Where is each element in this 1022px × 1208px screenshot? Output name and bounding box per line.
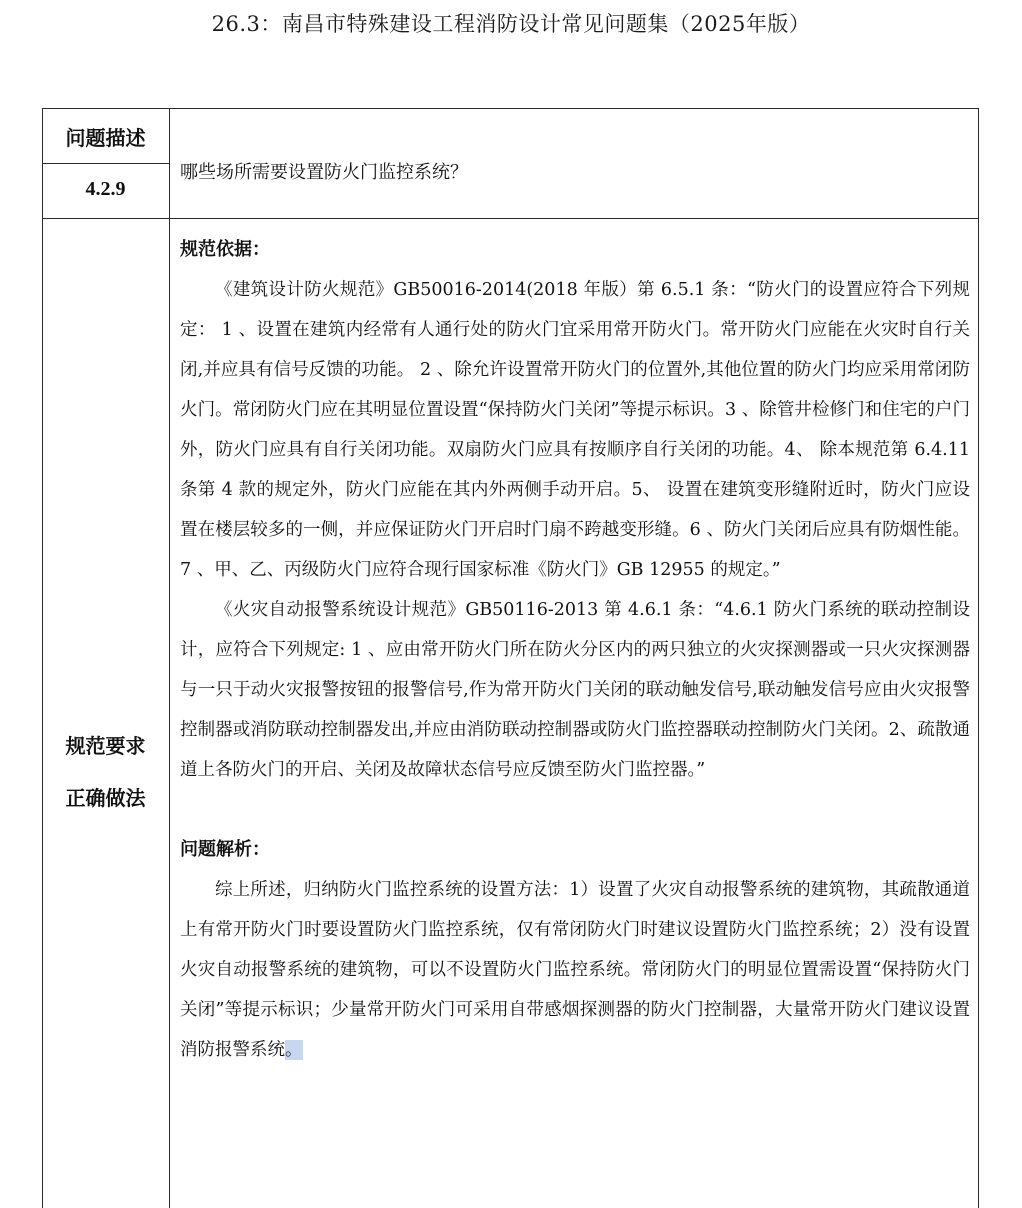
- question-text: 哪些场所需要设置防火门监控系统？: [180, 162, 468, 183]
- correct-practice-label: 正确做法: [65, 786, 146, 810]
- problem-description-label: 问题描述: [65, 126, 146, 150]
- table-border-left: [42, 108, 43, 1208]
- analysis-paragraph: [180, 870, 970, 1070]
- section-spacer: [180, 790, 970, 830]
- basis-heading: 规范依据：: [180, 239, 270, 260]
- spec-requirement-label: 规范要求: [65, 734, 146, 758]
- answer-content: [180, 230, 970, 1070]
- problem-number-label: 4.2.9: [85, 178, 126, 200]
- basis-paragraph-gb50116: 《火灾自动报警系统设计规范》GB50116-2013 第 4.6.1 条：“4.6.1 防火门系统的联动控制设计，应符合下列规定: 1 、应由常开防火门所在防火分区内的两只独立的火灾探测器或一只火灾探测器与一只于动火灾报警按钮的报警信号,作为常开防火门关闭的联动触发信号,联动触发信号应由火灾报警控制器或消防联动控制器发出,并应由消防联动控制器或防火门监控器联动控制防火门关闭。2、疏散通道上各防火门的开启、关闭及故障状态信号应反馈至防火门监控器。”: [180, 600, 970, 780]
- basis-paragraph-gb50016: 《建筑设计防火规范》GB50016-2014(2018 年版）第 6.5.1 条：“防火门的设置应符合下列规定： 1 、设置在建筑内经常有人通行处的防火门宜采用常开防火门。常开防火门应能在火灾时自行关闭,并应具有信号反馈的功能。 2 、除允许设置常开防火门的位置外,其他位置的防火门均应采用常闭防火门。常闭防火门应在其明显位置设置“保持防火门关闭”等提示标识。3 、除管井检修门和住宅的户门外，防火门应具有自行关闭功能。双扇防火门应具有按顺序自行关闭的功能。4、 除本规范第 6.4.11 条第 4 款的规定外，防火门应能在其内外两侧手动开启。5、 设置在建筑变形缝附近时，防火门应设置在楼层较多的一侧，并应保证防火门开启时门扇不跨越变形缝。6 、防火门关闭后应具有防烟性能。7 、甲、乙、丙级防火门应符合现行国家标准《防火门》GB 12955 的规定。”: [180, 280, 970, 580]
- table-border-top: [42, 108, 979, 109]
- table-column-divider: [169, 108, 170, 1208]
- table-border-right: [978, 108, 979, 1208]
- table-row-divider: [42, 218, 979, 219]
- document-title: 26.3：南昌市特殊建设工程消防设计常见问题集（2025年版）: [211, 12, 811, 36]
- analysis-heading: 问题解析：: [180, 839, 270, 860]
- analysis-text: 综上所述，归纳防火门监控系统的设置方法：1）设置了火灾自动报警系统的建筑物，其疏散通道上有常开防火门时要设置防火门监控系统，仅有常闭防火门时建议设置防火门监控系统；2）没有设置火灾自动报警系统的建筑物，可以不设置防火门监控系统。常闭防火门的明显位置需设置“保持防火门关闭”等提示标识；少量常开防火门可采用自带感烟探测器的防火门控制器，大量常开防火门建议设置消防报警系统: [180, 880, 970, 1060]
- selected-text-highlight[interactable]: 。: [285, 1040, 303, 1060]
- label-cell-divider: [42, 163, 170, 164]
